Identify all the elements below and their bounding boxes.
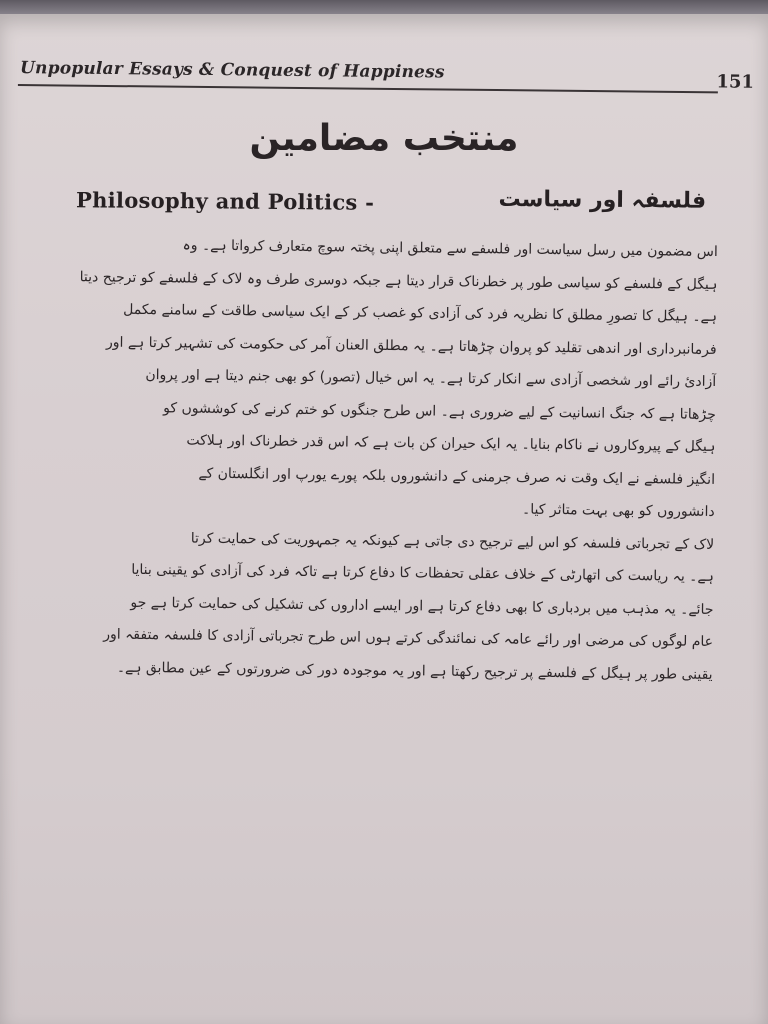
section-title-urdu: فلسفہ اور سیاست — [498, 186, 707, 214]
text-line: ہے۔ ہیگل کا تصورِ مطلق کا نظریہ فرد کی آزادی کو غصب کر کے ایک سیاسی طاقت کے سامنے مکمل — [123, 301, 718, 325]
text-line: فرمانبرداری اور اندھی تقلید کو پروان چڑھاتا ہے۔ یہ مطلق العنان آمر کی حکومت کی تشہیر کرتا ہے اور — [105, 334, 717, 358]
chapter-title: منتخب مضامین — [249, 118, 519, 159]
text-line: اس مضمون میں رسل سیاست اور فلسفے سے متعلق اپنی پختہ سوچ متعارف کرواتا ہے۔ وہ — [182, 237, 718, 260]
section-title-english: Philosophy and Politics - — [75, 187, 375, 215]
text-line: ہیگل کے فلسفے کو سیاسی طور پر خطرناک قرار دیتا ہے جبکہ دوسری طرف وہ لاک کے فلسفے کو ترجیح دیتا — [79, 268, 718, 293]
text-line: انگیز فلسفے نے ایک وقت نہ صرف جرمنی کے دانشوروں بلکہ پورے یورپ اور انگلستان کے — [198, 465, 716, 488]
paragraph-1 — [60, 228, 718, 528]
text-line: جائے۔ یہ مذہب میں بردباری کا بھی دفاع کرتا ہے اور ایسے اداروں کی تشکیل کی حمایت کرتا ہے جو — [130, 594, 714, 618]
text-line: لاک کے تجرباتی فلسفہ کو اس لیے ترجیح دی جاتی ہے کیونکہ یہ جمہوریت کی حمایت کرتا — [190, 530, 715, 553]
header-rule — [18, 84, 718, 93]
book-title: Unpopular Essays & Conquest of Happiness — [19, 58, 445, 83]
body-text — [58, 228, 718, 691]
text-line: آزادیٔ رائے اور شخصی آزادی سے انکار کرتا ہے۔ یہ اس خیال (تصور) کو بھی جنم دیتا ہے اور پروان — [145, 367, 717, 390]
text-line: دانشوروں کو بھی بہت متاثر کیا۔ — [522, 501, 715, 520]
text-line: عام لوگوں کی مرضی اور رائے عامہ کی نمائندگی کرتے ہوں اس طرح تجرباتی آزادی کا فلسفہ متفقہ اور — [103, 626, 714, 650]
running-header — [14, 58, 754, 102]
section-heading — [76, 183, 716, 231]
text-line: ہیگل کے پیروکاروں نے ناکام بنایا۔ یہ ایک حیران کن بات ہے کہ اس قدر خطرناک اور ہلاکت — [186, 432, 716, 455]
text-line: یقینی طور پر ہیگل کے فلسفے پر ترجیح رکھتا ہے اور یہ موجودہ دور کی ضرورتوں کے عین مطابق ہے۔ — [116, 659, 713, 683]
paragraph-2 — [58, 520, 714, 690]
text-line: ہے۔ یہ ریاست کی اتھارٹی کے خلاف عقلی تحفظات کا دفاع کرتا ہے تاکہ فرد کی آزادی کو یقینی بنایا — [131, 561, 714, 585]
page-number: 151 — [716, 71, 755, 93]
text-line: چڑھاتا ہے کہ جنگ انسانیت کے لیے ضروری ہے۔ اس طرح جنگوں کو ختم کرنے کی کوششوں کو — [163, 399, 716, 423]
